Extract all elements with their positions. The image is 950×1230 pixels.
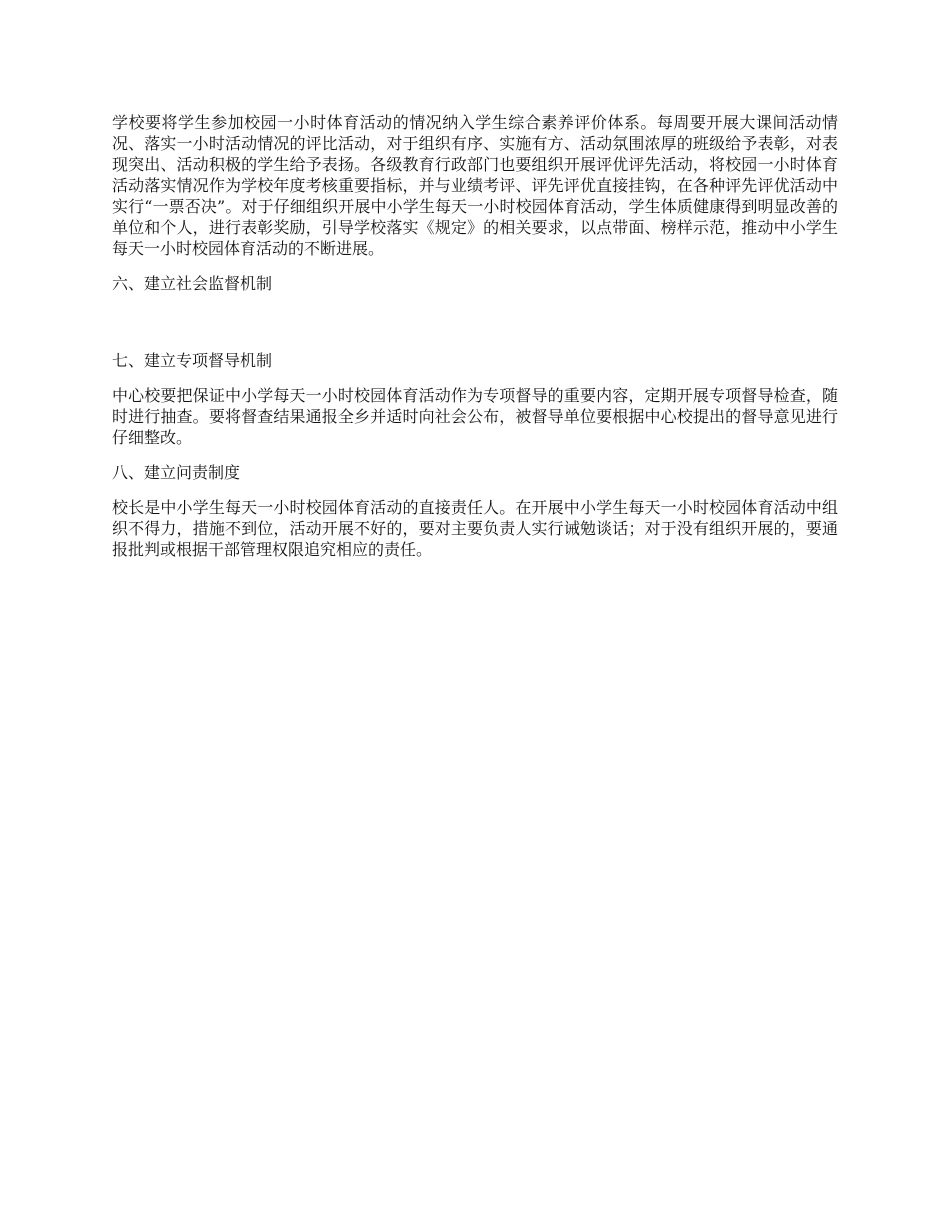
heading-accountability: 八、建立问责制度 [112, 463, 241, 482]
heading-social-supervision: 六、建立社会监督机制 [112, 274, 273, 293]
paragraph-special-inspection: 中心校要把保证中小学每天一小时校园体育活动作为专项督导的重要内容，定期开展专项督导检查，随时进行抽查。要将督查结果通报全乡并适时向社会公布，被督导单位要根据中心校提出的督导意见进行仔细整改。 [112, 386, 838, 447]
paragraph-accountability: 校长是中小学生每天一小时校园体育活动的直接责任人。在开展中小学生每天一小时校园体育活动中组织不得力，措施不到位，活动开展不好的，要对主要负责人实行诫勉谈话；对于没有组织开展的，要通报批判或根据干部管理权限追究相应的责任。 [112, 498, 838, 559]
heading-special-inspection: 七、建立专项督导机制 [112, 351, 273, 370]
blank-space [112, 308, 838, 350]
paragraph-evaluation: 学校要将学生参加校园一小时体育活动的情况纳入学生综合素养评价体系。每周要开展大课间活动情况、落实一小时活动情况的评比活动，对于组织有序、实施有方、活动氛围浓厚的班级给予表彰，对表现突出、活动积极的学生给予表扬。各级教育行政部门也要组织开展评优评先活动，将校园一小时体育活动落实情况作为学校年度考核重要指标，并与业绩考评、评先评优直接挂钩，在各种评先评优活动中实行“一票否决”。对于仔细组织开展中小学生每天一小时校园体育活动，学生体质健康得到明显改善的单位和个人，进行表彰奖励，引导学校落实《规定》的相关要求，以点带面、榜样示范，推动中小学生每天一小时校园体育活动的不断进展。 [112, 113, 838, 258]
